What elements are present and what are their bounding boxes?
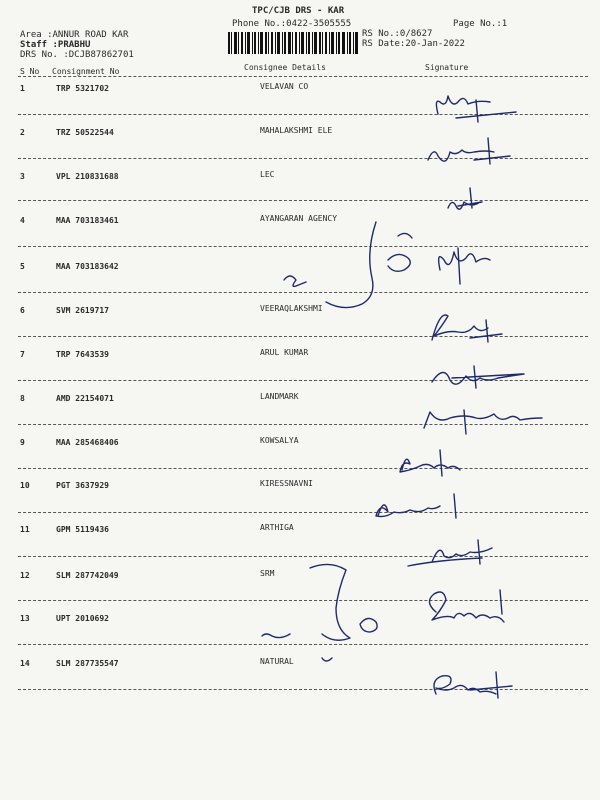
area-label: Area :ANNUR ROAD KAR (20, 30, 129, 40)
table-row (0, 216, 600, 236)
table-row (0, 262, 600, 282)
table-row (0, 84, 600, 104)
row-details: ARUL KUMAR (260, 348, 309, 357)
row-consignment: MAA 703183642 (56, 262, 119, 271)
row-consignment: TRP 7643539 (56, 350, 109, 359)
row-consignment: GPM 5119436 (56, 525, 109, 534)
row-divider (18, 336, 588, 337)
row-sno: 9 (20, 438, 25, 447)
row-sno: 2 (20, 128, 25, 137)
row-consignment: TRZ 50522544 (56, 128, 114, 137)
row-details: SRM (260, 569, 275, 578)
row-divider (18, 644, 588, 645)
row-sno: 7 (20, 350, 25, 359)
row-divider (18, 200, 588, 201)
table-row (0, 172, 600, 192)
row-consignment: VPL 210831688 (56, 172, 119, 181)
row-consignment: SVM 2619717 (56, 306, 109, 315)
table-row (0, 571, 600, 591)
page-number: Page No.:1 (453, 19, 508, 29)
row-consignment: MAA 285468406 (56, 438, 119, 447)
row-consignment: UPT 2010692 (56, 614, 109, 623)
row-consignment: AMD 22154071 (56, 394, 114, 403)
row-consignment: TRP 5321702 (56, 84, 109, 93)
row-details: VEERAQLAKSHMI (260, 304, 323, 313)
row-sno: 1 (20, 84, 25, 93)
table-row (0, 659, 600, 679)
row-sno: 4 (20, 216, 25, 225)
row-sno: 13 (20, 614, 30, 623)
row-divider (18, 246, 588, 247)
row-details: MAHALAKSHMI ELE (260, 126, 333, 135)
drs-number: DRS No. :DCJB87862701 (20, 50, 134, 60)
row-details: LEC (260, 170, 275, 179)
table-row (0, 306, 600, 326)
row-sno: 12 (20, 571, 30, 580)
row-divider (18, 114, 588, 115)
row-sno: 8 (20, 394, 25, 403)
table-row (0, 481, 600, 501)
row-divider (18, 556, 588, 557)
row-details: KIRESSNAVNI (260, 479, 313, 488)
column-header-details: Consignee Details (244, 63, 326, 72)
staff-label: Staff :PRABHU (20, 40, 91, 50)
table-row (0, 350, 600, 370)
row-sno: 14 (20, 659, 30, 668)
row-details: AYANGARAN AGENCY (260, 214, 338, 223)
rs-number: RS No.:0/8627 (362, 29, 433, 39)
row-details: KOWSALYA (260, 436, 299, 445)
document-title: TPC/CJB DRS - KAR (252, 6, 345, 16)
row-divider (18, 689, 588, 690)
table-row (0, 525, 600, 545)
row-consignment: SLM 287742049 (56, 571, 119, 580)
phone-number: Phone No.:0422-3505555 (232, 19, 352, 29)
table-row (0, 128, 600, 148)
row-divider (18, 468, 588, 469)
row-details: VELAVAN CO (260, 82, 309, 91)
table-row (0, 394, 600, 414)
row-divider (18, 424, 588, 425)
row-details: NATURAL (260, 657, 294, 666)
column-header-sno: S No (20, 67, 40, 76)
rs-date: RS Date:20-Jan-2022 (362, 39, 465, 49)
row-consignment: MAA 703183461 (56, 216, 119, 225)
row-details: LANDMARK (260, 392, 299, 401)
row-consignment: SLM 287735547 (56, 659, 119, 668)
row-divider (18, 292, 588, 293)
table-row (0, 614, 600, 634)
row-details: ARTHIGA (260, 523, 294, 532)
row-sno: 5 (20, 262, 25, 271)
row-sno: 10 (20, 481, 30, 490)
column-header-consignment: Consignment No (52, 67, 120, 76)
row-sno: 6 (20, 306, 25, 315)
row-sno: 3 (20, 172, 25, 181)
row-sno: 11 (20, 525, 30, 534)
table-row (0, 438, 600, 458)
row-divider (18, 512, 588, 513)
column-header-signature: Signature (425, 63, 469, 72)
row-divider (18, 380, 588, 381)
row-consignment: PGT 3637929 (56, 481, 109, 490)
row-divider (18, 600, 588, 601)
row-divider (18, 158, 588, 159)
